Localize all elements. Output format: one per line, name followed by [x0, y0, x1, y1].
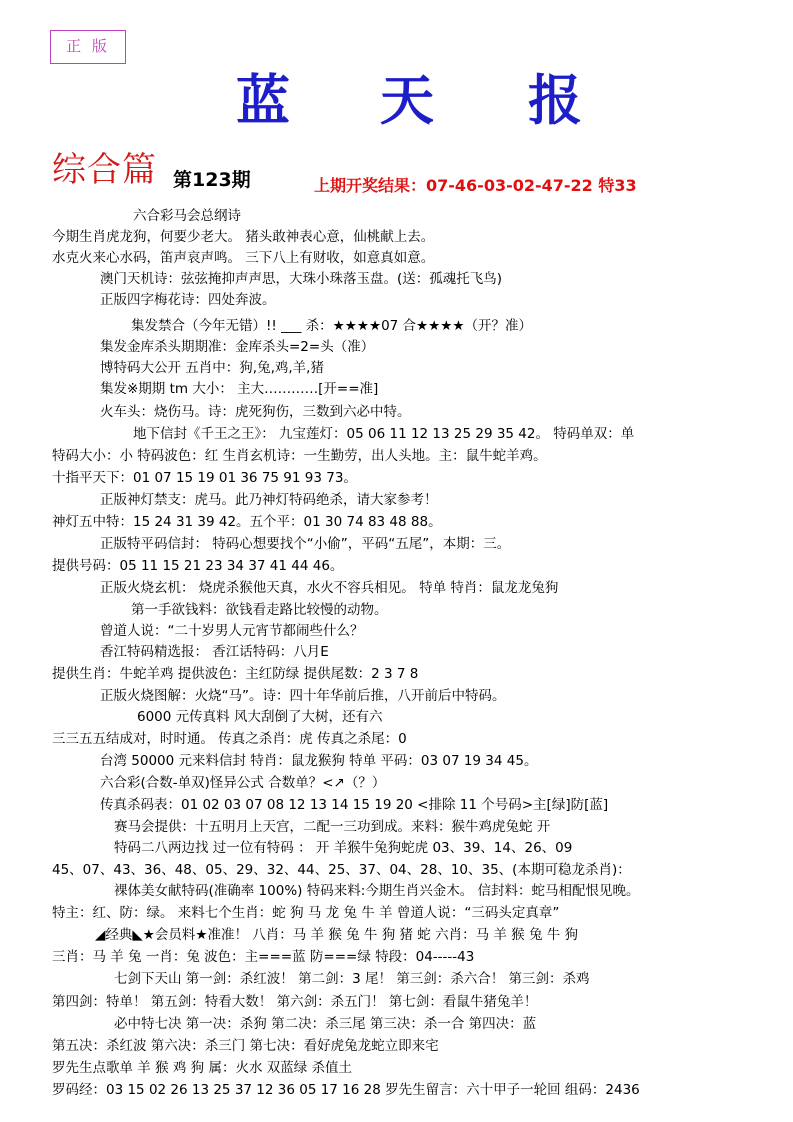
text-line: 七剑下天山 第一剑：杀红波！ 第二剑：3 尾！ 第三剑：杀六合！ 第三剑：杀鸡: [114, 971, 590, 987]
text-line: 罗码经：03 15 02 26 13 25 37 12 36 05 17 16 28 罗先生留言：六十甲子一轮回 组码：2436: [52, 1082, 640, 1098]
text-line: ◢经典◣★会员料★准准！ 八肖：马 羊 猴 兔 牛 狗 猪 蛇 六肖：马 羊 猴 兔 牛 狗: [95, 927, 579, 943]
text-line: 三肖：马 羊 兔 一肖：兔 波色：主===蓝 防===绿 特段：04-----43: [52, 949, 475, 965]
text-line: 博特码大公开 五肖中：狗,兔,鸡,羊,猪: [100, 360, 324, 376]
text-line: 45、07、43、36、48、05、29、32、44、25、37、04、28、10、35、(本期可稳龙杀肖)：: [52, 862, 631, 878]
text-line: 正版特平码信封： 特码心想要找个“小偷”，平码“五尾”，本期：三。: [100, 536, 511, 552]
text-line: 第一手欲钱料：欲钱看走路比较慢的动物。: [131, 602, 388, 618]
text-line: 赛马会提供：十五明月上天宫，二配一三功到成。来料：猴牛鸡虎兔蛇 开: [114, 819, 551, 835]
text-line: 台湾 50000 元来料信封 特肖：鼠龙猴狗 特单 平码：03 07 19 34 45。: [100, 753, 538, 769]
text-line: 特码大小：小 特码波色：红 生肖玄机诗：一生勤劳，出人头地。主：鼠牛蛇羊鸡。: [52, 448, 547, 464]
text-line: 传真杀码表：01 02 03 07 08 12 13 14 15 19 20 <排除 11 个号码>主[绿]防[蓝]: [100, 797, 609, 813]
text-line: 特主：红、防：绿。 来料七个生肖：蛇 狗 马 龙 兔 牛 羊 曾道人说：“三码头定真章”: [52, 905, 560, 921]
masthead-char-3: 报: [528, 68, 582, 132]
text-line: 集发禁合（今年无错）!! ___ 杀：★★★★07 合★★★★（开？准）: [131, 318, 532, 334]
text-line: 集发※期期 tm 大小： 主大…………[开==准]: [100, 381, 379, 397]
text-line: 水克火来心水码，笛声哀声鸣。 三下八上有财收，如意真如意。: [52, 250, 435, 266]
text-line: 提供号码：05 11 15 21 23 34 37 41 44 46。: [52, 558, 344, 574]
text-line: 地下信封《千王之王》： 九宝莲灯：05 06 11 12 13 25 29 35 42。 特码单双：单: [133, 426, 635, 442]
text-line: 正版四字梅花诗：四处奔波。: [100, 292, 276, 308]
edition-stamp: 正 版: [50, 30, 126, 64]
masthead-char-1: 蓝: [236, 68, 290, 132]
last-draw-result: 上期开奖结果：07-46-03-02-47-22 特33: [314, 176, 637, 195]
text-line: 第五决：杀红波 第六决：杀三门 第七决：看好虎兔龙蛇立即来宅: [52, 1038, 439, 1054]
text-line: 十指平天下：01 07 15 19 01 36 75 91 93 73。: [52, 470, 357, 486]
text-line: 正版神灯禁支：虎马。此乃神灯特码绝杀，请大家参考！: [100, 492, 438, 508]
text-line: 今期生肖虎龙狗，何要少老大。 猪头敢神表心意，仙桃献上去。: [52, 229, 435, 245]
text-line: 神灯五中特：15 24 31 39 42。五个平：01 30 74 83 48 88。: [52, 514, 442, 530]
masthead: [0, 68, 793, 132]
text-line: 正版火烧玄机： 烧虎杀猴他天真，水火不容兵相见。 特单 特肖：鼠龙龙兔狗: [100, 580, 559, 596]
text-line: 火车头：烧伤马。诗：虎死狗伤，三数到六必中特。: [100, 404, 411, 420]
text-line: 第四剑：特单！ 第五剑：特看大数！ 第六剑：杀五门！ 第七剑：看鼠牛猪兔羊！: [52, 994, 538, 1010]
text-line: 裸体美女献特码(准确率 100%) 特码来料:今期生肖兴金木。 信封料：蛇马相配恨见晚。: [114, 883, 640, 899]
text-line: 正版火烧图解：火烧“马”。诗：四十年华前后推，八开前后中特码。: [100, 688, 506, 704]
text-line: 六合彩马会总纲诗: [133, 208, 241, 224]
section-title: 综合篇: [52, 150, 157, 190]
issue-number: 第123期: [173, 169, 251, 191]
text-line: 曾道人说：“二十岁男人元宵节都闹些什么？: [100, 623, 364, 639]
text-line: 特码二八两边找 过一位有特码 ： 开 羊猴牛兔狗蛇虎 03、39、14、26、09: [114, 840, 573, 856]
text-line: 三三五五结成对，时时通。 传真之杀肖：虎 传真之杀尾：0: [52, 731, 407, 747]
text-line: 提供生肖：牛蛇羊鸡 提供波色：主红防绿 提供尾数：2 3 7 8: [52, 666, 419, 682]
masthead-char-2: 天: [380, 68, 434, 132]
text-line: 香江特码精选报： 香江话特码：八月E: [100, 644, 329, 660]
text-line: 必中特七决 第一决：杀狗 第二决：杀三尾 第三决：杀一合 第四决：蓝: [114, 1016, 537, 1032]
text-line: 6000 元传真料 风大刮倒了大树，还有六: [137, 709, 383, 725]
text-line: 澳门天机诗：弦弦掩抑声声思，大珠小珠落玉盘。(送：孤魂托飞鸟): [100, 271, 503, 287]
text-line: 集发金库杀头期期准：金库杀头=2=头（准）: [100, 339, 375, 355]
text-line: 六合彩(合数-单双)怪异公式 合数单？<↗（？）: [100, 775, 386, 791]
text-line: 罗先生点歌单 羊 猴 鸡 狗 属：火水 双蓝绿 杀值土: [52, 1060, 353, 1076]
